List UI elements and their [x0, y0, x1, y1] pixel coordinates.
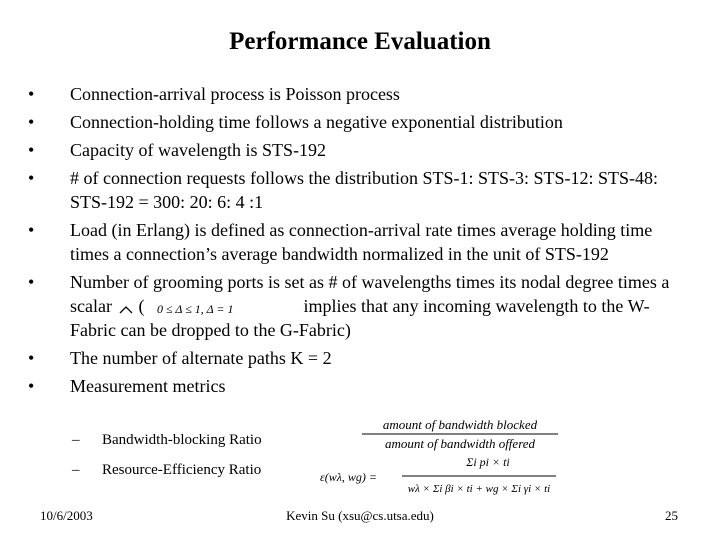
footer-date: 10/6/2003	[40, 508, 93, 523]
bullet-item	[28, 374, 678, 398]
bullet-item	[28, 218, 678, 266]
bullet-item	[28, 138, 678, 162]
bullet-text: Number of grooming ports is set as # of wavelengths times its nodal degree times a scalar	[70, 272, 670, 316]
bandwidth-blocking-formula	[360, 416, 560, 452]
blocked-numerator: amount of bandwidth blocked	[382, 417, 538, 432]
efficiency-numerator: Σi pi × ti	[466, 455, 510, 469]
bullet-text: Load (in Erlang) is defined as connection-arrival rate times average holding time times a connection’s average bandwidth normalized in the unit of STS-192	[70, 220, 653, 264]
bullet-marker: •	[28, 272, 35, 292]
resource-efficiency-formula	[318, 452, 558, 502]
bullet-text: # of connection requests follows the distribution STS-1: STS-3: STS-12: STS-48: STS-192 = 300: 20: 6: 4 :1	[70, 168, 658, 212]
bullet-text: Connection-holding time follows a negative exponential distribution	[70, 112, 563, 132]
slide-footer	[0, 508, 720, 528]
footer-author: Kevin Su (xsu@cs.utsa.edu)	[286, 508, 434, 523]
bullet-marker: •	[28, 376, 35, 396]
bullet-marker: •	[28, 112, 35, 132]
sub-bullet-item	[72, 430, 262, 450]
bullet-item	[28, 346, 678, 370]
sub-bullet-text: Resource-Efficiency Ratio	[102, 462, 262, 478]
bullet-text: Measurement metrics	[70, 376, 226, 396]
scalar-symbol-icon	[116, 298, 138, 318]
bullet-text: Connection-arrival process is Poisson process	[70, 84, 400, 104]
bullet-marker: •	[28, 220, 35, 240]
delta-range-text: 0 ≤ Δ ≤ 1, Δ = 1	[156, 301, 234, 316]
bullet-item	[28, 166, 678, 214]
bullet-list	[28, 82, 678, 402]
bullet-marker: •	[28, 84, 35, 104]
bullet-item	[28, 110, 678, 134]
bullet-marker: •	[28, 168, 35, 188]
sub-bullet-text: Bandwidth-blocking Ratio	[102, 432, 262, 448]
bullet-text: Capacity of wavelength is STS-192	[70, 140, 326, 160]
bullet-item	[28, 82, 678, 106]
bullet-item-grooming	[28, 270, 678, 342]
bullet-text-continued: implies that any incoming wavelength to the W-Fabric can be dropped to the G-Fabric)	[70, 296, 650, 340]
bullet-marker: •	[28, 348, 35, 368]
open-paren: (	[138, 296, 145, 316]
slide-title: Performance Evaluation	[229, 28, 491, 55]
bullet-marker: •	[28, 140, 35, 160]
sub-bullet-marker: –	[72, 462, 80, 478]
sub-bullet-list	[72, 430, 262, 490]
efficiency-denominator: wλ × Σi βi × ti + wg × Σi γi × ti	[407, 483, 551, 495]
sub-bullet-item	[72, 460, 262, 480]
bullet-text: The number of alternate paths K = 2	[70, 348, 332, 368]
blocked-denominator: amount of bandwidth offered	[384, 436, 536, 451]
page-number: 25	[665, 508, 678, 523]
sub-bullet-marker: –	[72, 432, 80, 448]
delta-range-formula	[149, 298, 299, 318]
efficiency-lhs: ε(wλ, wg) =	[320, 470, 378, 484]
